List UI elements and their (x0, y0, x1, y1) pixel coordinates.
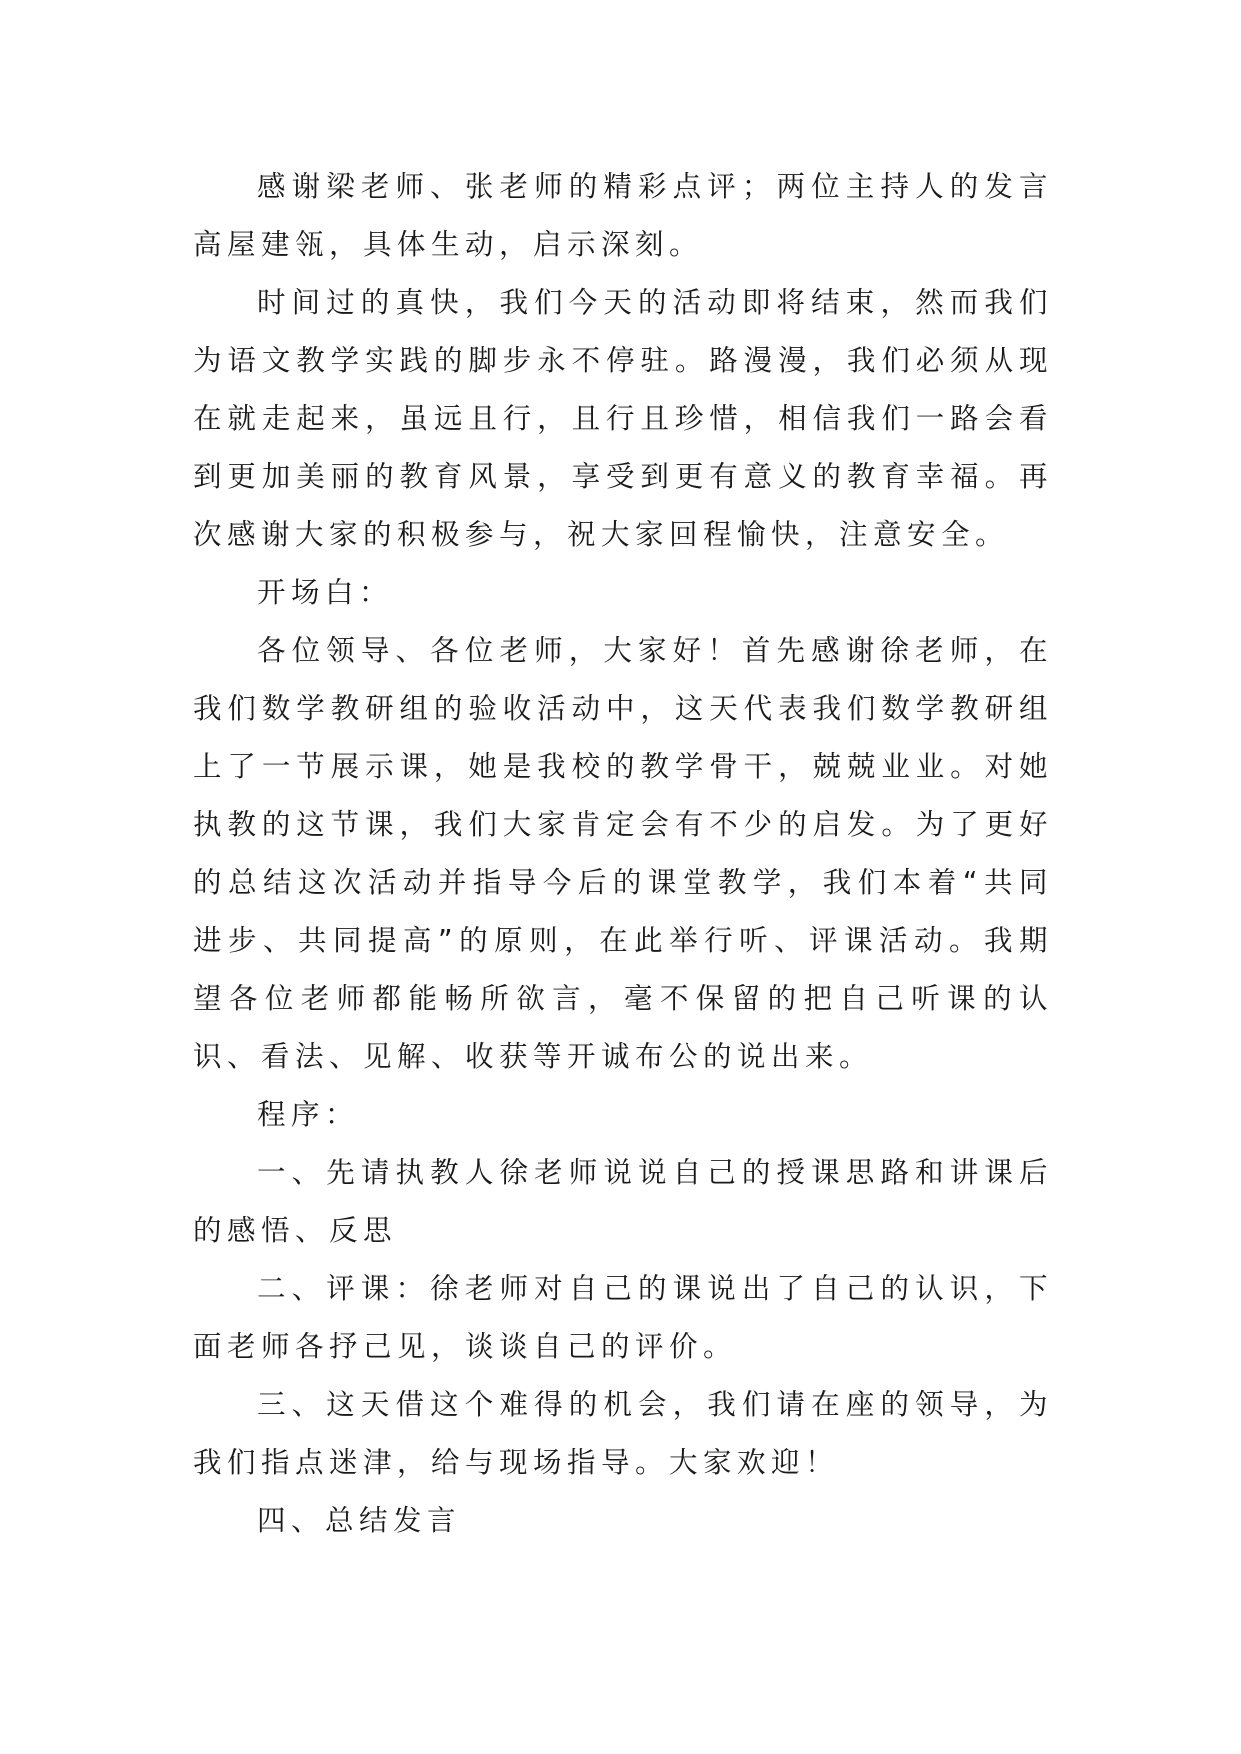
paragraph-program-heading: 程序： (257, 1098, 360, 1131)
paragraph-opening-heading: 开场白： (257, 576, 394, 609)
paragraph-program-step-1: 一、先请执教人徐老师说说自己的授课思路和讲课后的感悟、反思 (193, 1156, 1053, 1247)
paragraph-closing-thanks: 感谢梁老师、张老师的精彩点评；两位主持人的发言高屋建瓴，具体生动，启示深刻。 (193, 170, 1053, 261)
paragraph-program-step-3: 三、这天借这个难得的机会，我们请在座的领导，为我们指点迷津，给与现场指导。大家欢迎！ (193, 1388, 1053, 1479)
paragraph-opening-speech: 各位领导、各位老师，大家好！首先感谢徐老师，在我们数学教研组的验收活动中，这天代表我们数学教研组上了一节展示课，她是我校的教学骨干，兢兢业业。对她执教的这节课，我们大家肯定会有不少的启发。为了更好的总结这次活动并指导今后的课堂教学，我们本着“共同进步、共同提高”的原则，在此举行听、评课活动。我期望各位老师都能畅所欲言，毫不保留的把自己听课的认识、看法、见解、收获等开诚布公的说出来。 (193, 634, 1053, 1073)
paragraph-closing-remarks: 时间过的真快，我们今天的活动即将结束，然而我们为语文教学实践的脚步永不停驻。路漫漫，我们必须从现在就走起来，虽远且行，且行且珍惜，相信我们一路会看到更加美丽的教育风景，享受到更有意义的教育幸福。再次感谢大家的积极参与，祝大家回程愉快，注意安全。 (193, 286, 1053, 551)
paragraph-program-step-2: 二、评课：徐老师对自己的课说出了自己的认识，下面老师各抒己见，谈谈自己的评价。 (193, 1272, 1053, 1363)
document-body (193, 158, 1053, 1550)
paragraph-program-step-4: 四、总结发言 (257, 1504, 462, 1537)
